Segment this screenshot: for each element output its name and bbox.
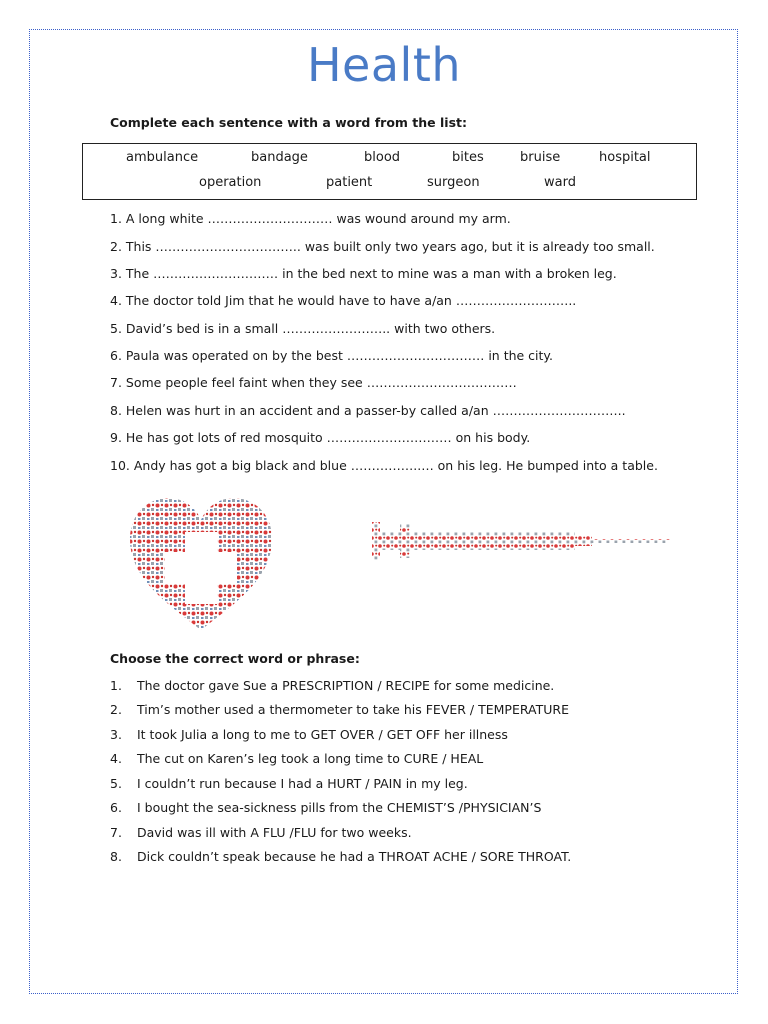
word-bank-item: hospital <box>599 150 651 165</box>
choice-text: Tim’s mother used a thermometer to take his FEVER / TEMPERATURE <box>137 702 569 717</box>
syringe-icon <box>370 512 672 570</box>
choice-text: David was ill with A FLU /FLU for two weeks. <box>137 825 412 840</box>
choice-item <box>110 849 571 864</box>
choice-number: 3. <box>110 727 122 742</box>
choice-item <box>110 727 508 742</box>
word-bank-item: patient <box>326 175 373 190</box>
word-bank-item: surgeon <box>427 175 480 190</box>
gap-fill-sentence: 9. He has got lots of red mosquito ………………………… on his body. <box>110 430 531 445</box>
choice-text: I bought the sea-sickness pills from the CHEMIST’S /PHYSICIAN’S <box>137 800 542 815</box>
gap-fill-sentence: 8. Helen was hurt in an accident and a passer-by called a/an ………………………….. <box>110 403 626 418</box>
word-bank-item: blood <box>364 150 401 165</box>
choice-number: 5. <box>110 776 122 791</box>
gap-fill-sentence: 10. Andy has got a big black and blue ……………..… on his leg. He bumped into a table. <box>110 458 658 473</box>
word-bank <box>82 143 697 200</box>
gap-fill-sentence: 3. The ………………………… in the bed next to mine was a man with a broken leg. <box>110 266 617 281</box>
choice-item <box>110 825 412 840</box>
word-bank-item: bandage <box>251 150 308 165</box>
gap-fill-sentence: 7. Some people feel faint when they see ……………………………… <box>110 375 517 390</box>
page-title: Health <box>306 38 462 92</box>
choice-text: Dick couldn’t speak because he had a THROAT ACHE / SORE THROAT. <box>137 849 572 864</box>
word-bank-item: bruise <box>520 150 561 165</box>
choice-text: It took Julia a long to me to GET OVER / GET OFF her illness <box>137 727 508 742</box>
choice-item <box>110 776 468 791</box>
choice-number: 1. <box>110 678 122 693</box>
choice-item <box>110 702 569 717</box>
word-bank-item: ward <box>544 175 576 190</box>
choice-item <box>110 751 483 766</box>
gap-fill-sentence: 1. A long white ………………………… was wound around my arm. <box>110 211 511 226</box>
gap-fill-sentence: 2. This …………………………….. was built only two years ago, but it is already too small. <box>110 239 655 254</box>
section2-instruction: Choose the correct word or phrase: <box>110 651 360 666</box>
word-bank-item: bites <box>452 150 484 165</box>
word-bank-item: operation <box>199 175 262 190</box>
choice-number: 7. <box>110 825 122 840</box>
choice-number: 2. <box>110 702 122 717</box>
choice-item <box>110 800 541 815</box>
choice-item <box>110 678 554 693</box>
choice-text: I couldn’t run because I had a HURT / PAIN in my leg. <box>137 776 468 791</box>
choice-text: The doctor gave Sue a PRESCRIPTION / RECIPE for some medicine. <box>137 678 555 693</box>
gap-fill-sentence: 6. Paula was operated on by the best …………………………… in the city. <box>110 348 554 363</box>
gap-fill-sentence: 5. David’s bed is in a small …………………….. with two others. <box>110 321 496 336</box>
choice-text: The cut on Karen’s leg took a long time to CURE / HEAL <box>137 751 484 766</box>
choice-number: 8. <box>110 849 122 864</box>
gap-fill-sentence: 4. The doctor told Jim that he would have to have a/an ……………………….. <box>110 293 577 308</box>
word-bank-item: ambulance <box>126 150 199 165</box>
section1-instruction: Complete each sentence with a word from the list: <box>110 115 467 130</box>
choice-number: 6. <box>110 800 122 815</box>
heart-with-medical-cross-icon <box>128 494 274 634</box>
choice-number: 4. <box>110 751 122 766</box>
